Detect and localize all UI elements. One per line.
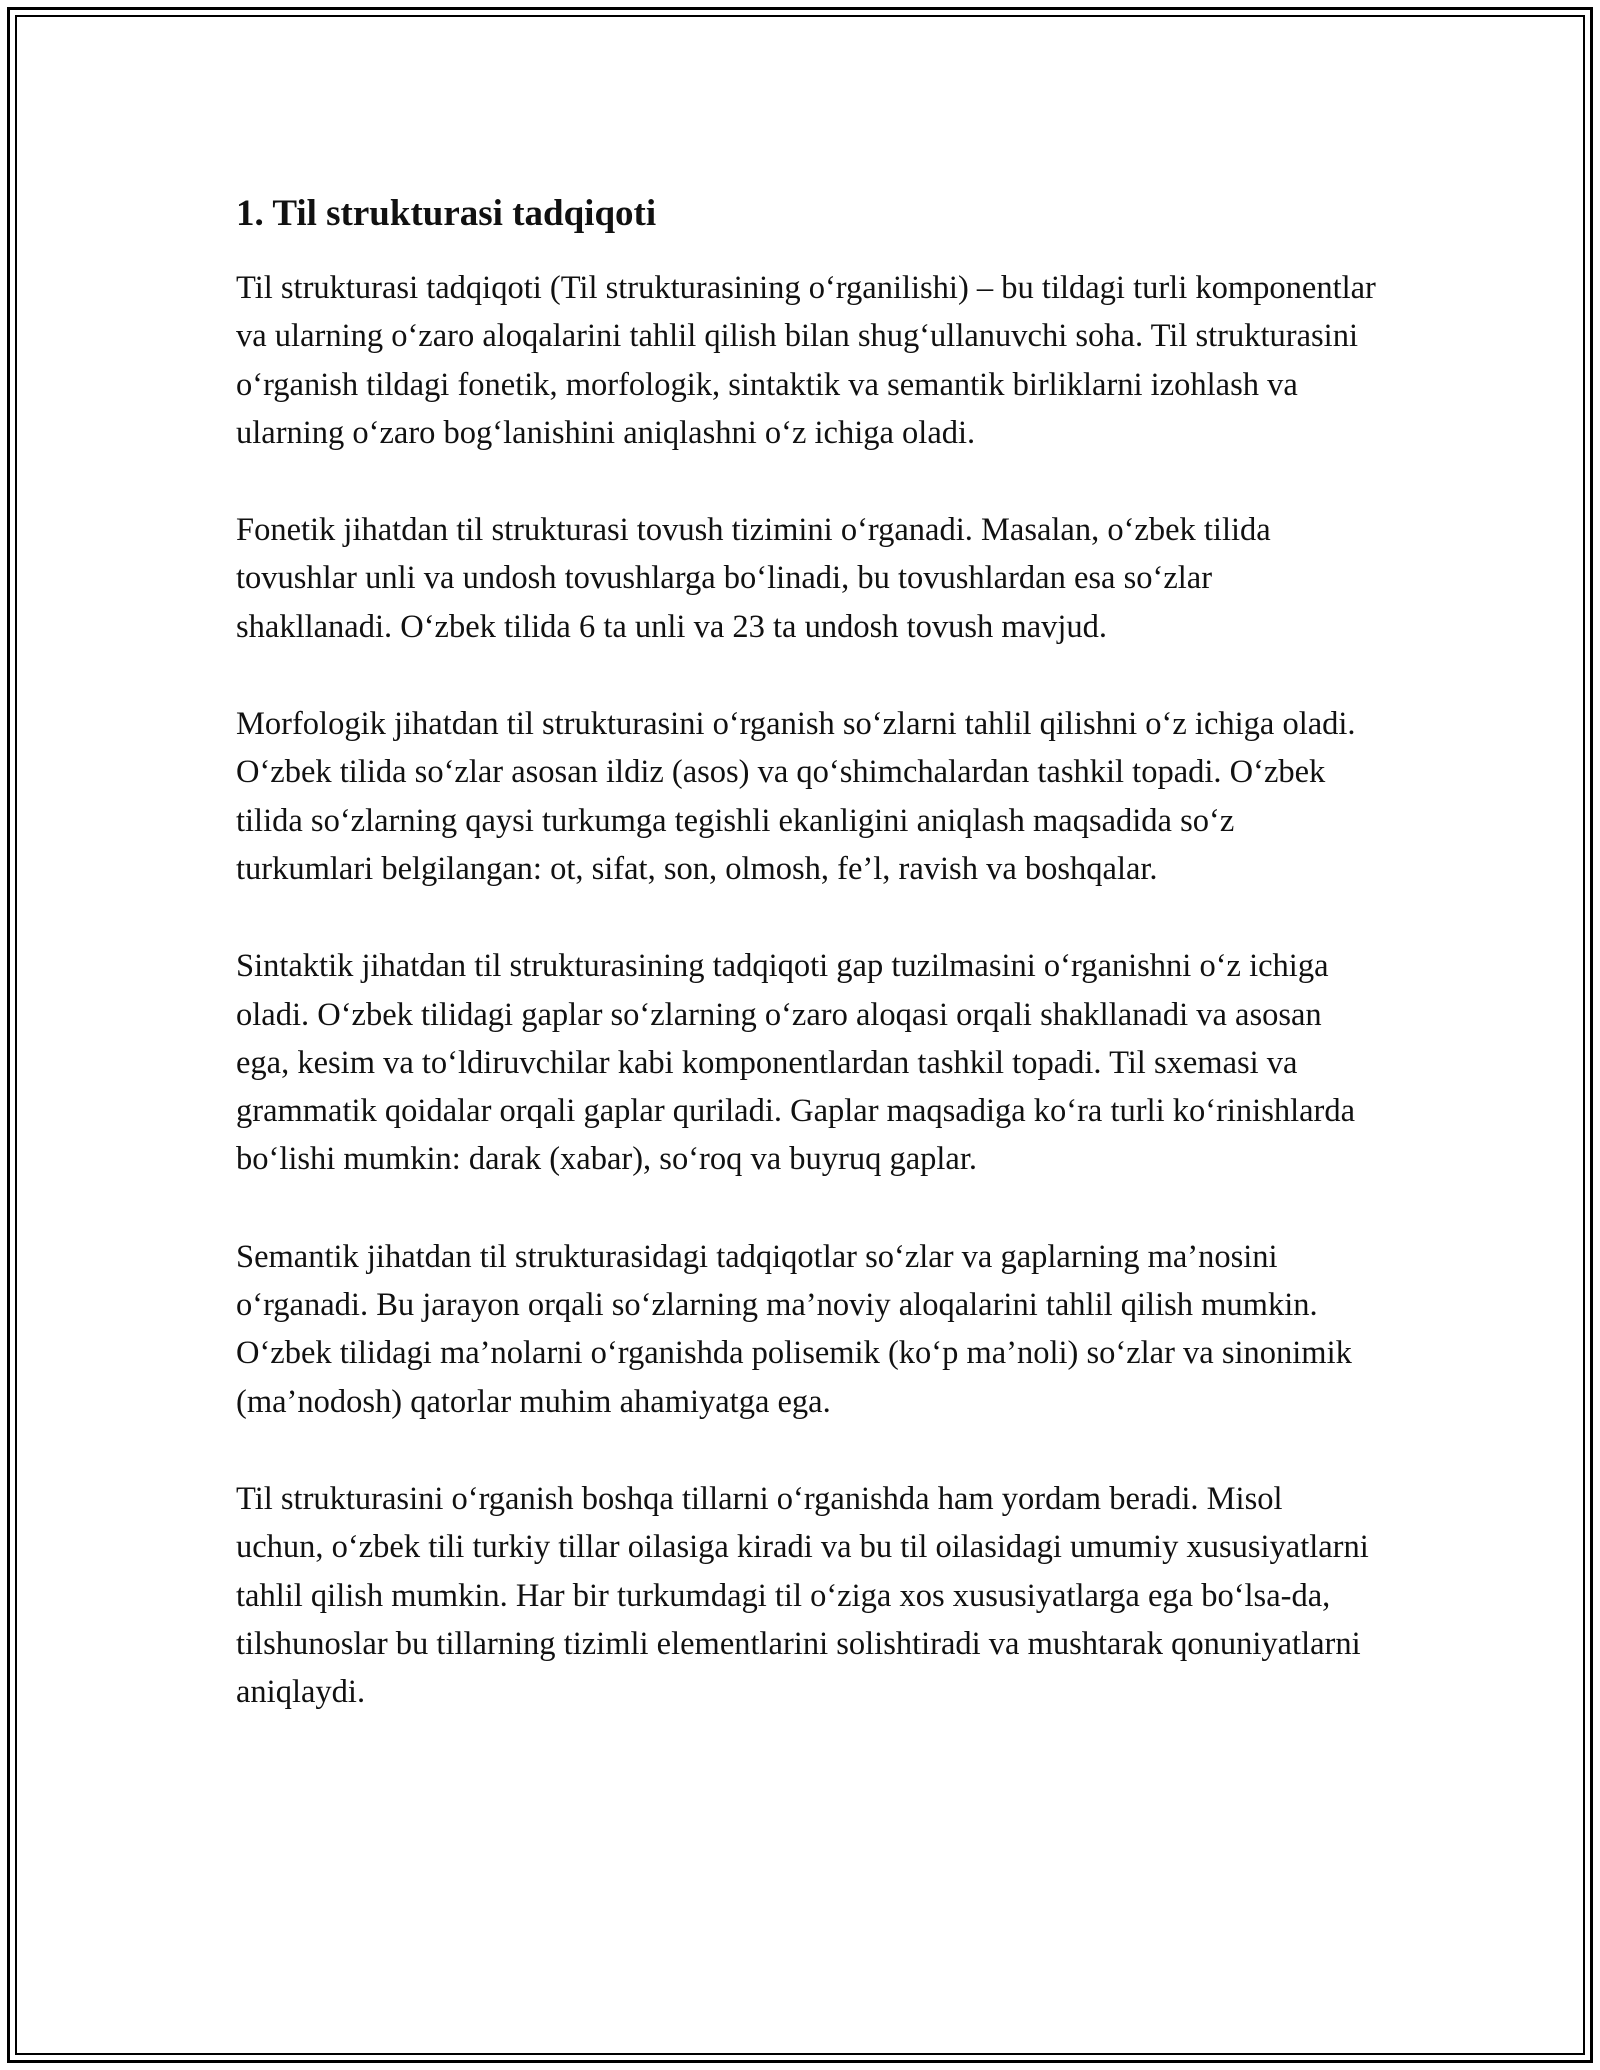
section-heading: 1. Til strukturasi tadqiqoti: [236, 193, 657, 234]
paragraph-syntactic: Sintaktik jihatdan til strukturasining tadqiqoti gap tuzilmasini oʻrganishni oʻz ichiga oladi. Oʻzbek tilidagi gaplar soʻzlarning oʻzaro aloqasi orqali shakllanadi va asosan ega, kesim va toʻldiruvchilar kabi komponentlardan tashkil topadi. Til sxemasi va grammatik qoidalar orqali gaplar quriladi. Gaplar maqsadiga koʻra turli koʻrinishlarda boʻlishi mumkin: darak (xabar), soʻroq va buyruq gaplar.: [236, 948, 1356, 1178]
paragraph-intro: Til strukturasi tadqiqoti (Til strukturasining oʻrganilishi) – bu tildagi turli komponentlar va ularning oʻzaro aloqalarini tahlil qilish bilan shugʻullanuvchi soha. Til strukturasini oʻrganish tildagi fonetik, morfologik, sintaktik va semantik birliklarni izohlash va ularning oʻzaro bogʻlanishini aniqlashni oʻz ichiga oladi.: [236, 270, 1376, 451]
paragraph-phonetic: Fonetik jihatdan til strukturasi tovush tizimini oʻrganadi. Masalan, oʻzbek tilida tovushlar unli va undosh tovushlarga boʻlinadi, bu tovushlardan esa soʻzlar shakllanadi. Oʻzbek tilida 6 ta unli va 23 ta undosh tovush mavjud.: [236, 512, 1271, 645]
paragraph-morphological: Morfologik jihatdan til strukturasini oʻrganish soʻzlarni tahlil qilishni oʻz ichiga oladi. Oʻzbek tilida soʻzlar asosan ildiz (asos) va qoʻshimchalardan tashkil topadi. Oʻzbek tilida soʻzlarning qaysi turkumga tegishli ekanligini aniqlash maqsadida soʻz turkumlari belgilangan: ot, sifat, son, olmosh, fe’l, ravish va boshqalar.: [236, 706, 1356, 887]
paragraph-semantic: Semantik jihatdan til strukturasidagi tadqiqotlar soʻzlar va gaplarning ma’nosini oʻrganadi. Bu jarayon orqali soʻzlarning ma’noviy aloqalarini tahlil qilish mumkin. Oʻzbek tilidagi ma’nolarni oʻrganishda polisemik (koʻp ma’noli) soʻzlar va sinonimik (ma’nodosh) qatorlar muhim ahamiyatga ega.: [236, 1238, 1352, 1420]
document-body: [236, 186, 1376, 1716]
paragraph-comparative: Til strukturasini oʻrganish boshqa tillarni oʻrganishda ham yordam beradi. Misol uchun, oʻzbek tili turkiy tillar oilasiga kiradi va bu til oilasidagi umumiy xususiyatlarni tahlil qilish mumkin. Har bir turkumdagi til oʻziga xos xususiyatlarga ega boʻlsa-da, tilshunoslar bu tillarning tizimli elementlarini solishtiradi va mushtarak qonuniyatlarni aniqlaydi.: [236, 1480, 1369, 1711]
